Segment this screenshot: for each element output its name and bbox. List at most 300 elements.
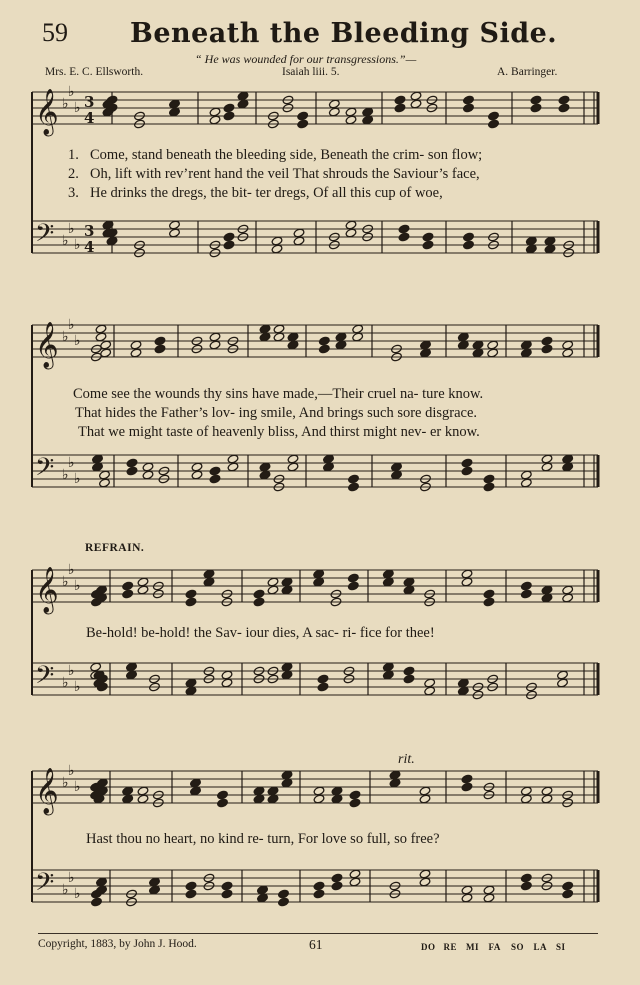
note-head <box>281 670 293 680</box>
verse-number: 2. <box>68 166 79 182</box>
note-head <box>137 794 149 804</box>
note-head <box>137 585 149 595</box>
treble-clef-icon: 𝄞 <box>35 89 59 135</box>
note-head <box>209 474 221 484</box>
note-head <box>483 474 495 484</box>
flat-sign-icon: ♭ <box>74 679 81 695</box>
verse-line <box>68 147 482 164</box>
note-head <box>457 332 469 342</box>
note-head <box>323 462 335 472</box>
time-signature-top: 3 <box>84 222 95 240</box>
time-signature-bottom: 4 <box>84 238 95 256</box>
note-head <box>223 103 235 113</box>
note-head <box>271 236 283 246</box>
bass-clef-icon: 𝄢 <box>35 453 55 488</box>
note-head <box>318 344 330 354</box>
note-head <box>419 877 431 887</box>
solfege-syllable: RE <box>443 942 458 952</box>
note-head <box>525 236 537 246</box>
note-head <box>520 794 532 804</box>
refrain-line: Be-hold! be-hold! the Sav- iour dies, A sac- ri- fice for thee! <box>86 625 435 641</box>
note-head <box>203 569 215 579</box>
note-head <box>96 885 108 895</box>
note-head <box>331 873 343 883</box>
note-head <box>190 786 202 796</box>
flat-sign-icon: ♭ <box>68 455 75 471</box>
note-head <box>398 232 410 242</box>
note-head <box>461 466 473 476</box>
note-head <box>331 881 343 891</box>
note-head <box>95 324 107 334</box>
note-head <box>237 91 249 101</box>
note-head <box>209 340 221 350</box>
note-head <box>410 99 422 109</box>
note-head <box>422 240 434 250</box>
note-head <box>349 877 361 887</box>
solfege-legend <box>421 942 579 952</box>
note-head <box>520 348 532 358</box>
note-head <box>403 577 415 587</box>
note-head <box>562 881 574 891</box>
note-head <box>403 666 415 676</box>
note-head <box>487 348 499 358</box>
treble-clef-icon: 𝄞 <box>35 768 59 814</box>
verse-line <box>68 166 480 183</box>
note-head <box>520 581 532 591</box>
note-head <box>562 593 574 603</box>
note-head <box>259 324 271 334</box>
note-head <box>96 585 108 595</box>
note-head <box>331 794 343 804</box>
note-head <box>223 111 235 121</box>
flat-sign-icon: ♭ <box>74 886 81 902</box>
note-head <box>461 577 473 587</box>
note-head <box>185 686 197 696</box>
note-head <box>525 244 537 254</box>
note-head <box>520 881 532 891</box>
note-head <box>100 340 112 350</box>
solfege-syllable: FA <box>488 942 501 952</box>
note-head <box>142 470 154 480</box>
note-head <box>335 332 347 342</box>
note-head <box>237 99 249 109</box>
note-head <box>463 95 475 105</box>
flat-sign-icon: ♭ <box>62 675 69 691</box>
note-head <box>410 91 422 101</box>
flat-sign-icon: ♭ <box>68 663 75 679</box>
note-head <box>287 454 299 464</box>
note-head <box>209 115 221 125</box>
note-head <box>223 232 235 242</box>
note-head <box>257 885 269 895</box>
note-head <box>391 470 403 480</box>
note-head <box>293 236 305 246</box>
note-head <box>126 670 138 680</box>
note-head <box>328 99 340 109</box>
note-head <box>281 778 293 788</box>
note-head <box>558 95 570 105</box>
note-head <box>185 678 197 688</box>
note-head <box>149 877 161 887</box>
refrain-line: Hast thou no heart, no kind re- turn, For love so full, so free? <box>86 831 440 847</box>
note-head <box>122 581 134 591</box>
bass-clef-icon: 𝄢 <box>35 219 55 254</box>
note-head <box>92 454 104 464</box>
note-head <box>382 577 394 587</box>
verse-line: That we might taste of heavenly bliss, And thirst might nev- er know. <box>78 424 480 440</box>
note-head <box>297 119 309 129</box>
note-head <box>137 786 149 796</box>
note-head <box>99 478 111 488</box>
verse-line: That hides the Father’s lov- ing smile, And brings such sore disgrace. <box>75 405 478 421</box>
note-head <box>541 344 553 354</box>
note-head <box>287 462 299 472</box>
note-head <box>96 778 108 788</box>
note-head <box>221 881 233 891</box>
note-head <box>281 585 293 595</box>
solfege-syllable: LA <box>533 942 548 952</box>
note-head <box>126 466 138 476</box>
note-head <box>185 881 197 891</box>
note-head <box>126 662 138 672</box>
note-head <box>317 674 329 684</box>
note-head <box>461 774 473 784</box>
note-head <box>520 478 532 488</box>
note-head <box>562 340 574 350</box>
note-head <box>96 877 108 887</box>
note-head <box>221 678 233 688</box>
note-head <box>331 786 343 796</box>
note-head <box>227 454 239 464</box>
note-head <box>420 340 432 350</box>
note-head <box>267 786 279 796</box>
note-head <box>520 873 532 883</box>
flat-sign-icon: ♭ <box>68 317 75 333</box>
note-head <box>313 889 325 899</box>
note-head <box>394 95 406 105</box>
note-head <box>541 454 553 464</box>
time-signature-bottom: 4 <box>84 109 95 127</box>
note-head <box>403 674 415 684</box>
note-head <box>130 340 142 350</box>
note-head <box>420 348 432 358</box>
note-head <box>169 107 181 117</box>
note-head <box>185 889 197 899</box>
flat-sign-icon: ♭ <box>62 233 69 249</box>
treble-clef-icon: 𝄞 <box>35 567 59 613</box>
time-signature-top: 3 <box>84 93 95 111</box>
note-head <box>461 893 473 903</box>
note-head <box>335 340 347 350</box>
flat-sign-icon: ♭ <box>62 882 69 898</box>
hymn-number: 59 <box>42 18 68 47</box>
solfege-syllable: SI <box>556 942 566 952</box>
note-head <box>253 794 265 804</box>
copyright-notice: Copyright, 1883, by John J. Hood. <box>38 938 197 950</box>
treble-clef-icon: 𝄞 <box>35 322 59 368</box>
note-head <box>122 589 134 599</box>
note-head <box>461 569 473 579</box>
note-head <box>541 593 553 603</box>
note-head <box>99 470 111 480</box>
note-head <box>457 678 469 688</box>
note-head <box>253 589 265 599</box>
note-head <box>154 344 166 354</box>
note-head <box>487 340 499 350</box>
note-head <box>293 228 305 238</box>
note-head <box>347 581 359 591</box>
note-head <box>483 893 495 903</box>
note-head <box>483 885 495 895</box>
note-head <box>541 585 553 595</box>
verse-text: He drinks the dregs, the bit- ter dregs, Of all this cup of woe, <box>90 185 443 201</box>
verse-number: 3. <box>68 185 79 201</box>
note-head <box>271 244 283 254</box>
flat-sign-icon: ♭ <box>74 471 81 487</box>
flat-sign-icon: ♭ <box>62 775 69 791</box>
note-head <box>541 794 553 804</box>
note-head <box>221 670 233 680</box>
note-head <box>223 240 235 250</box>
note-head <box>273 324 285 334</box>
solfege-syllable: MI <box>466 942 479 952</box>
note-head <box>267 794 279 804</box>
note-head <box>348 474 360 484</box>
note-head <box>281 662 293 672</box>
flat-sign-icon: ♭ <box>74 779 81 795</box>
epigraph: “ He was wounded for our transgressions.”— <box>195 52 417 66</box>
note-head <box>126 458 138 468</box>
note-head <box>424 678 436 688</box>
flat-sign-icon: ♭ <box>62 467 69 483</box>
note-head <box>461 782 473 792</box>
note-head <box>203 577 215 587</box>
note-head <box>419 869 431 879</box>
note-head <box>419 786 431 796</box>
note-head <box>191 462 203 472</box>
note-head <box>398 224 410 234</box>
note-head <box>541 786 553 796</box>
note-head <box>345 228 357 238</box>
note-head <box>281 770 293 780</box>
composer-credit: A. Barringer. <box>497 66 558 78</box>
note-head <box>122 794 134 804</box>
note-head <box>100 348 112 358</box>
note-head <box>190 778 202 788</box>
note-head <box>488 119 500 129</box>
note-head <box>544 244 556 254</box>
note-head <box>389 770 401 780</box>
note-head <box>267 577 279 587</box>
note-head <box>313 794 325 804</box>
note-head <box>91 897 103 907</box>
note-head <box>221 889 233 899</box>
note-head <box>520 340 532 350</box>
note-head <box>169 99 181 109</box>
solfege-syllable: SO <box>511 942 525 952</box>
note-head <box>345 220 357 230</box>
note-head <box>520 786 532 796</box>
note-head <box>472 340 484 350</box>
note-head <box>488 111 500 121</box>
note-head <box>530 95 542 105</box>
note-head <box>259 462 271 472</box>
note-head <box>349 790 361 800</box>
note-head <box>185 589 197 599</box>
verse-number: 1. <box>68 147 79 163</box>
ritardando-mark: rit. <box>398 752 415 767</box>
note-head <box>394 103 406 113</box>
note-head <box>541 336 553 346</box>
note-head <box>520 589 532 599</box>
flat-sign-icon: ♭ <box>74 237 81 253</box>
verse-line <box>68 185 443 202</box>
verse-text: Oh, lift with rev’rent hand the veil That shrouds the Saviour’s face, <box>90 166 480 182</box>
note-head <box>352 332 364 342</box>
flat-sign-icon: ♭ <box>74 100 81 116</box>
note-head <box>253 597 265 607</box>
note-head <box>557 670 569 680</box>
note-head <box>217 790 229 800</box>
note-head <box>348 482 360 492</box>
note-head <box>137 577 149 587</box>
note-head <box>544 236 556 246</box>
note-head <box>253 786 265 796</box>
note-head <box>403 585 415 595</box>
note-head <box>419 794 431 804</box>
note-head <box>313 786 325 796</box>
note-head <box>313 577 325 587</box>
flat-sign-icon: ♭ <box>68 562 75 578</box>
note-head <box>95 332 107 342</box>
note-head <box>169 228 181 238</box>
note-head <box>278 889 290 899</box>
note-head <box>558 103 570 113</box>
note-head <box>483 597 495 607</box>
flat-sign-icon: ♭ <box>68 870 75 886</box>
note-head <box>457 686 469 696</box>
note-head <box>130 348 142 358</box>
flat-sign-icon: ♭ <box>62 329 69 345</box>
note-head <box>562 454 574 464</box>
note-head <box>562 348 574 358</box>
note-head <box>259 332 271 342</box>
note-head <box>382 662 394 672</box>
note-head <box>154 336 166 346</box>
note-head <box>267 585 279 595</box>
bass-clef-icon: 𝄢 <box>35 661 55 696</box>
author-credit: Mrs. E. C. Ellsworth. <box>45 66 144 78</box>
flat-sign-icon: ♭ <box>74 578 81 594</box>
note-head <box>457 340 469 350</box>
note-head <box>169 220 181 230</box>
note-head <box>90 662 102 672</box>
note-head <box>362 115 374 125</box>
note-head <box>328 107 340 117</box>
note-head <box>345 107 357 117</box>
scripture-reference: Isaiah liii. 5. <box>282 66 340 78</box>
flat-sign-icon: ♭ <box>68 221 75 237</box>
refrain-label: REFRAIN. <box>85 542 145 554</box>
note-head <box>461 885 473 895</box>
note-head <box>349 869 361 879</box>
solfege-syllable: DO <box>421 942 436 952</box>
note-head <box>557 678 569 688</box>
note-head <box>209 332 221 342</box>
note-head <box>297 111 309 121</box>
note-head <box>461 458 473 468</box>
note-head <box>347 573 359 583</box>
note-head <box>281 577 293 587</box>
note-head <box>106 236 118 246</box>
note-head <box>352 324 364 334</box>
note-head <box>530 103 542 113</box>
note-head <box>257 893 269 903</box>
note-head <box>483 589 495 599</box>
note-head <box>422 232 434 242</box>
note-head <box>520 470 532 480</box>
note-head <box>541 462 553 472</box>
note-head <box>122 786 134 796</box>
flat-sign-icon: ♭ <box>68 763 75 779</box>
note-head <box>209 107 221 117</box>
flat-sign-icon: ♭ <box>68 84 75 100</box>
note-head <box>562 462 574 472</box>
flat-sign-icon: ♭ <box>62 574 69 590</box>
note-head <box>287 340 299 350</box>
flat-sign-icon: ♭ <box>62 96 69 112</box>
note-head <box>185 597 197 607</box>
note-head <box>142 462 154 472</box>
note-head <box>382 670 394 680</box>
note-head <box>382 569 394 579</box>
note-head <box>191 470 203 480</box>
note-head <box>313 569 325 579</box>
note-head <box>463 232 475 242</box>
note-head <box>345 115 357 125</box>
hymn-title: Beneath the Bleeding Side. <box>130 18 558 49</box>
note-head <box>209 466 221 476</box>
note-head <box>362 107 374 117</box>
note-head <box>323 454 335 464</box>
note-head <box>318 336 330 346</box>
note-head <box>273 332 285 342</box>
flat-sign-icon: ♭ <box>74 333 81 349</box>
note-head <box>391 462 403 472</box>
footer-rule <box>38 933 598 934</box>
note-head <box>313 881 325 891</box>
note-head <box>424 686 436 696</box>
note-head <box>562 889 574 899</box>
page-number: 61 <box>309 937 323 952</box>
note-head <box>389 778 401 788</box>
verse-text: Come, stand beneath the bleeding side, Beneath the crim- son flow; <box>90 147 483 163</box>
note-head <box>562 585 574 595</box>
note-head <box>92 462 104 472</box>
note-head <box>472 348 484 358</box>
note-head <box>463 103 475 113</box>
note-head <box>287 332 299 342</box>
note-head <box>259 470 271 480</box>
note-head <box>463 240 475 250</box>
note-head <box>278 897 290 907</box>
note-head <box>217 798 229 808</box>
verse-line: Come see the wounds thy sins have made,—Their cruel na- ture know. <box>73 386 484 402</box>
note-head <box>317 682 329 692</box>
note-head <box>227 462 239 472</box>
note-head <box>149 885 161 895</box>
note-head <box>349 798 361 808</box>
